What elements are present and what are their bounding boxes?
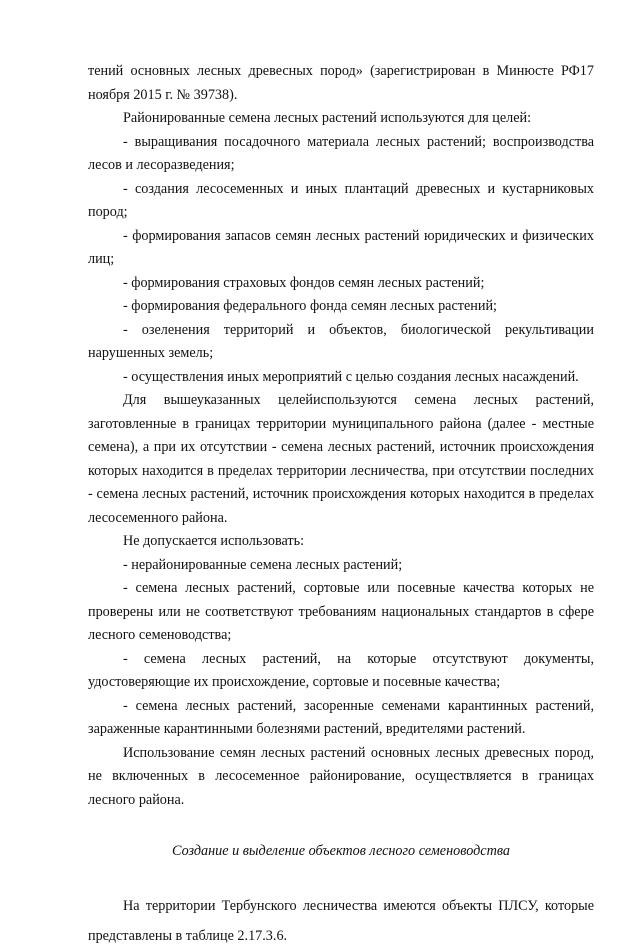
- paragraph-zoning: Использование семян лесных растений основных лесных древесных пород, не включенных в лесосеменное районирование, осуществляется в границах лесного района.: [88, 744, 594, 808]
- body-text: [88, 60, 594, 812]
- paragraph-1: тений основных лесных древесных пород» (зарегистрирован в Минюсте РФ17 ноября 2015 г. № 39738).: [88, 63, 594, 103]
- list-item: - формирования федерального фонда семян лесных растений;: [123, 298, 497, 314]
- closing-paragraph: На территории Тербунского лесничества имеются объекты ПЛСУ, которые представлены в таблице 2.17.3.6.: [88, 897, 594, 944]
- list-item: - создания лесосеменных и иных плантаций древесных и кустарниковых пород;: [88, 180, 594, 220]
- list-item: - семена лесных растений, на которые отсутствуют документы, удостоверяющие их происхождение, сортовые и посевные качества;: [88, 650, 594, 690]
- list-item: - формирования запасов семян лесных растений юридических и физических лиц;: [88, 227, 594, 267]
- paragraph-2: Районированные семена лесных растений используются для целей:: [123, 110, 532, 126]
- list-item: - выращивания посадочного материала лесных растений; воспроизводства лесов и лесоразведения;: [88, 133, 594, 173]
- section-heading: Создание и выделение объектов лесного семеноводства: [172, 843, 510, 859]
- list-item: - семена лесных растений, сортовые или посевные качества которых не проверены или не соответствуют требованиям национальных стандартов в сфере лесного семеноводства;: [88, 580, 594, 643]
- paragraph-not-allowed: Не допускается использовать:: [123, 533, 305, 549]
- list-item: - нерайонированные семена лесных растений;: [123, 556, 403, 573]
- list-item: - осуществления иных мероприятий с целью создания лесных насаждений.: [123, 368, 579, 385]
- list-item: - озеленения территорий и объектов, биологической рекультивации нарушенных земель;: [88, 321, 594, 361]
- paragraph-seed-usage: Для вышеуказанных целейиспользуются семена лесных растений, заготовленные в границах территории муниципального района (далее - местные семена), а при их отсутствии - семена лесных растений, источник происхождения которых находится в пределах территории лесничества, при отсутствии последних - семена лесных растений, источник происхождения которых находится в пределах лесосеменного района.: [88, 392, 594, 526]
- list-item: - семена лесных растений, засоренные семенами карантинных растений, зараженные карантинными болезнями растений, вредителями растений.: [88, 697, 594, 737]
- document-page: [88, 60, 594, 951]
- list-item: - формирования страховых фондов семян лесных растений;: [123, 274, 485, 291]
